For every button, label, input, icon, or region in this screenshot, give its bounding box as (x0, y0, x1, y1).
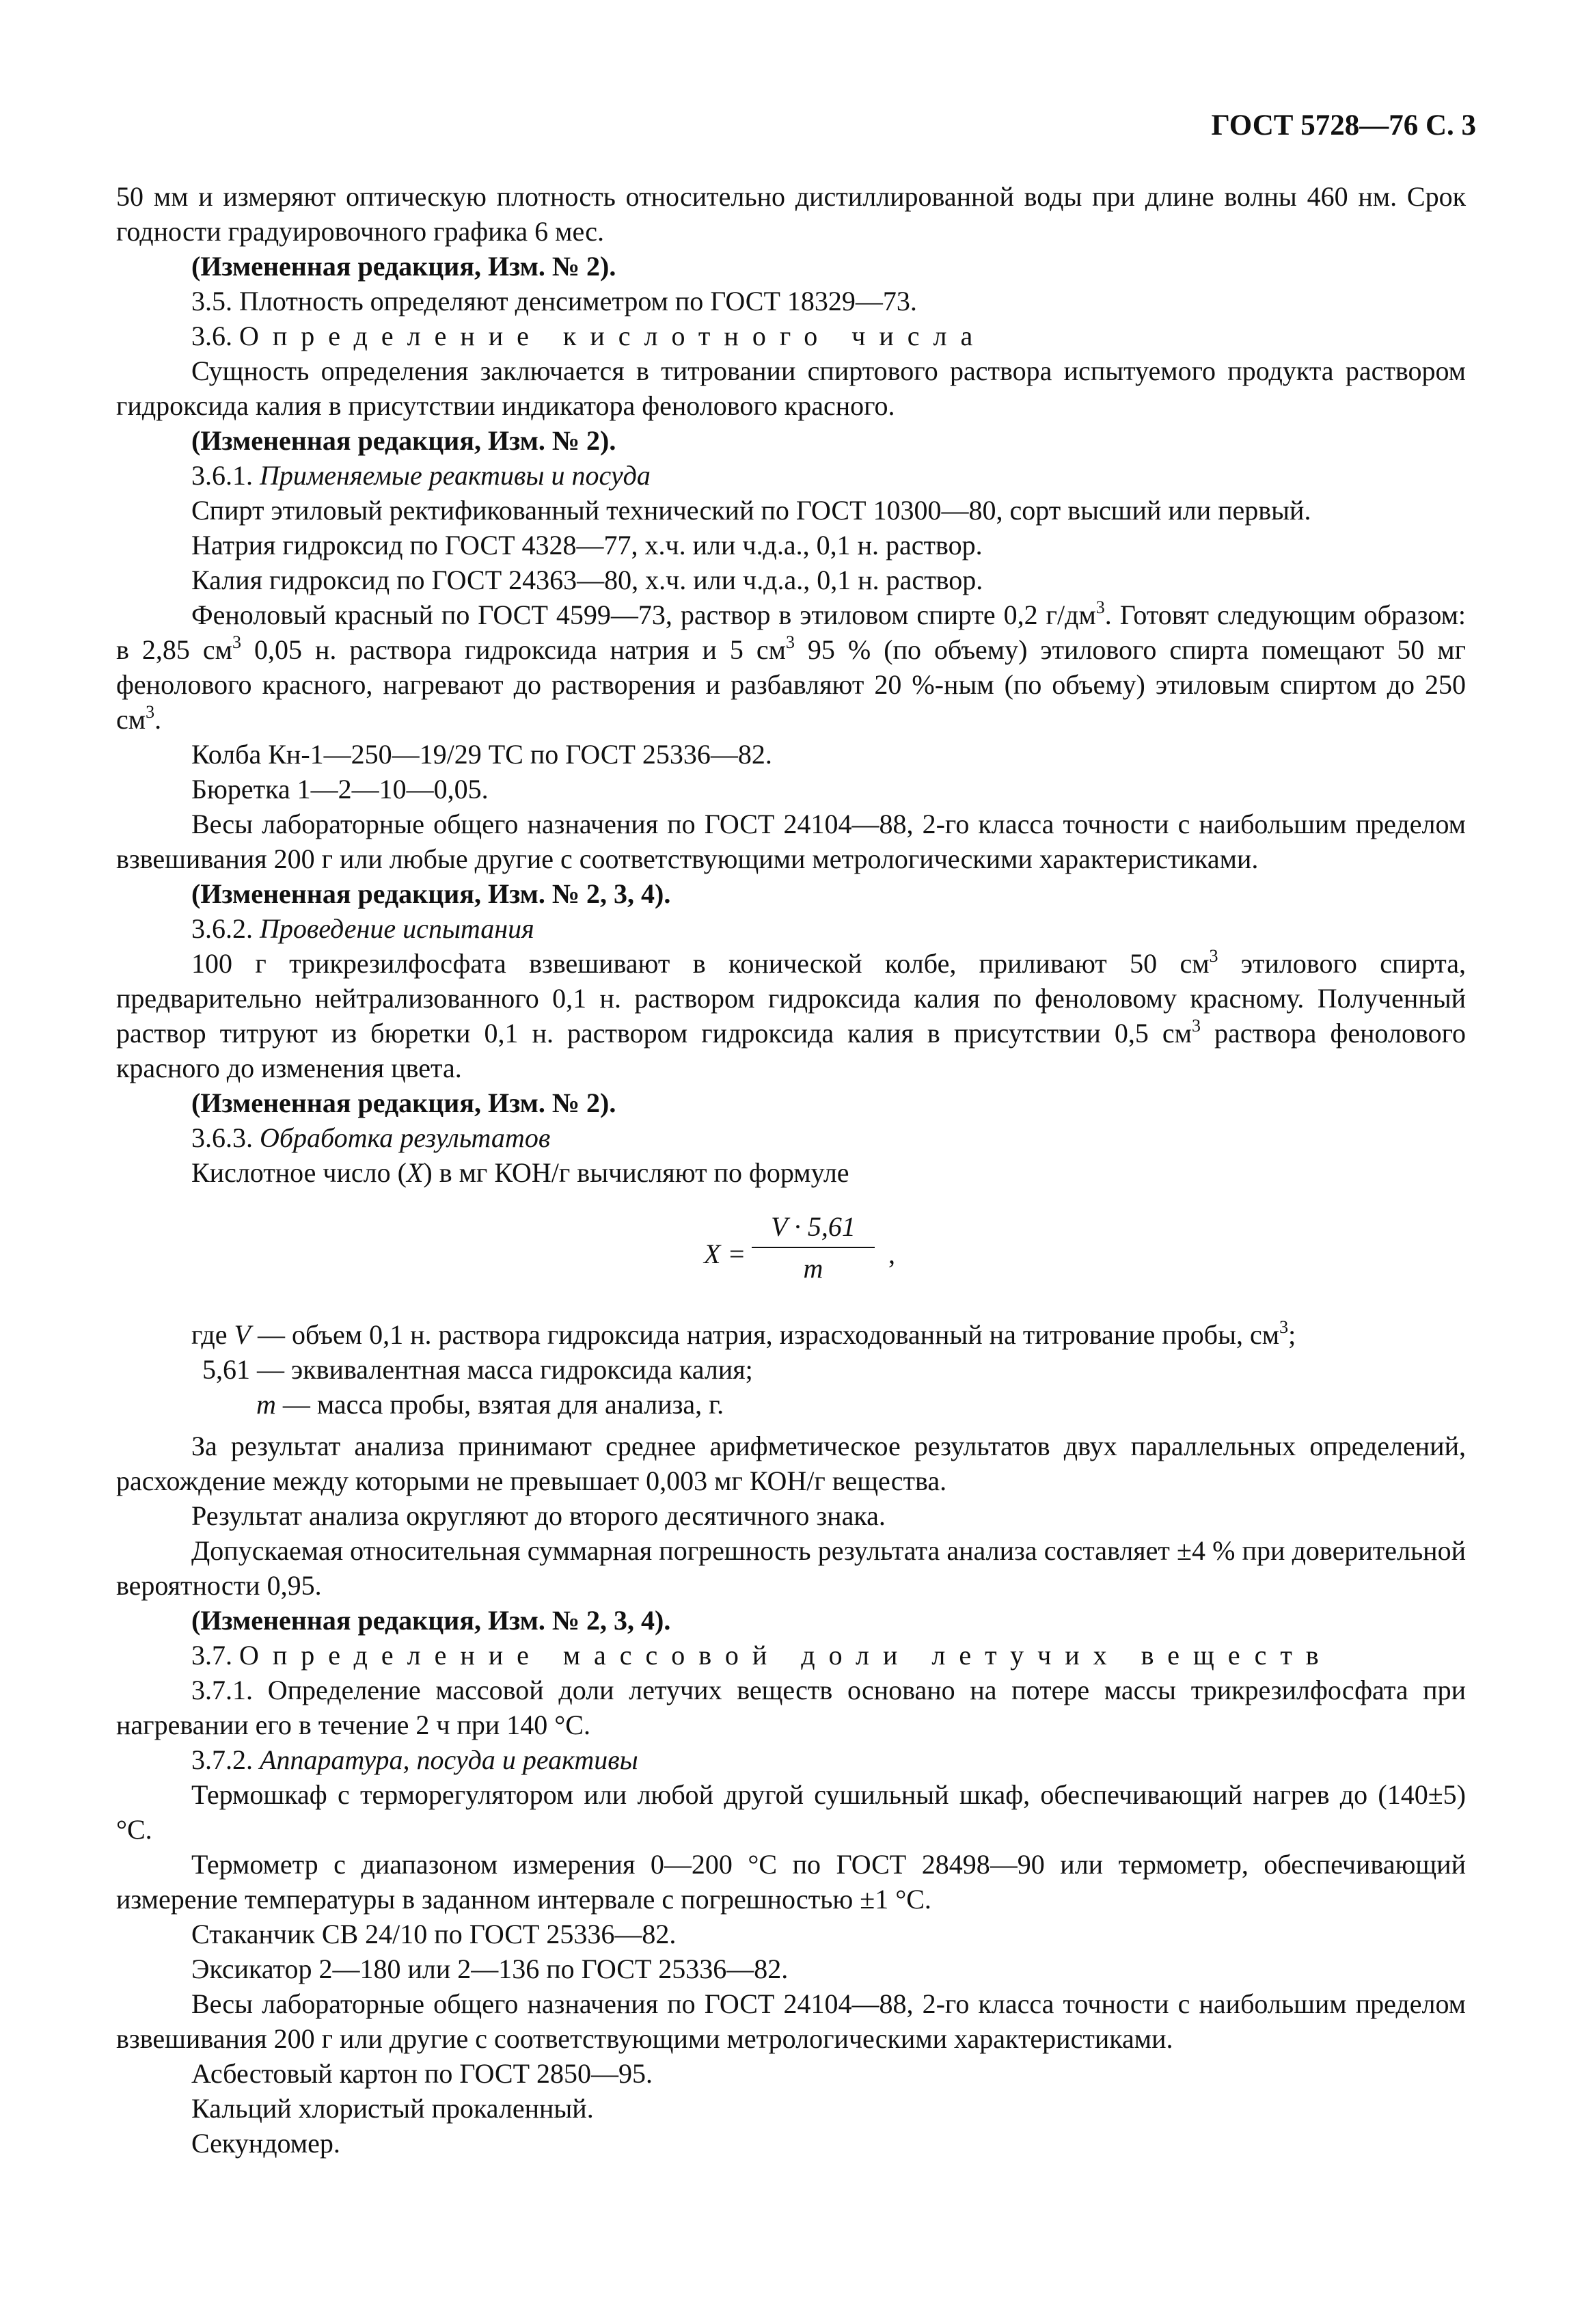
subsection-heading-testing (116, 911, 1466, 946)
variable-v: V (234, 1319, 251, 1350)
section-number: 3.6. (191, 321, 232, 351)
subsection-title: Применяемые реактивы и посуда (260, 460, 651, 491)
text-run: 100 г трикрезилфосфата взвешивают в конической колбе, приливают 50 см (191, 948, 1210, 979)
text-run: 95 % (по объему) этилового спирта помещают 50 мг фенолового красного, нагревают до растворения и разбавляют 20 %-ным (по объему) этиловым спиртом до 250 см (116, 634, 1467, 735)
text-run: ; (1288, 1319, 1296, 1350)
subsection-title: Проведение испытания (260, 913, 534, 944)
list-item-ethanol: Спирт этиловый ректификованный технический по ГОСТ 10300—80, сорт высший или первый. (191, 495, 1311, 526)
list-item-scales-2: Весы лабораторные общего назначения по ГОСТ 24104—88, 2-го класса точности с наибольшим пределом взвешивания 200 г или другие с соответствующими метрологическими характеристиками. (116, 1988, 1466, 2054)
paragraph-volatiles-method: 3.7.1. Определение массовой доли летучих веществ основано на потере массы трикрезилфосфата при нагревании его в течение 2 ч при 140 °С. (116, 1675, 1466, 1740)
section-number: 3.7. (191, 1640, 232, 1671)
legend-item-v (116, 1317, 1466, 1352)
amendment-note: (Измененная редакция, Изм. № 2). (191, 1087, 616, 1118)
legend-item-561: 5,61 — эквивалентная масса гидроксида калия; (202, 1354, 753, 1385)
formula-lhs: X = (704, 1239, 746, 1269)
text-run: где (191, 1319, 234, 1350)
formula-fraction (752, 1209, 875, 1286)
subsection-number: 3.6.2. (191, 913, 253, 944)
paragraph-rounding: Результат анализа округляют до второго десятичного знака. (191, 1500, 886, 1531)
formula-denominator: m (803, 1253, 823, 1284)
superscript: 3 (232, 632, 241, 652)
text-run: . (154, 704, 162, 735)
paragraph-test-procedure (116, 946, 1466, 1085)
list-item-phenol-red (116, 597, 1466, 737)
superscript: 3 (1279, 1316, 1289, 1337)
document-body (116, 179, 1466, 2161)
list-item-flask: Колба Кн-1—250—19/29 ТС по ГОСТ 25336—82. (191, 739, 772, 770)
superscript: 3 (785, 632, 795, 652)
subsection-title: Обработка результатов (260, 1122, 551, 1153)
list-item-calcium-chloride: Кальций хлористый прокаленный. (191, 2093, 594, 2124)
list-item-potassium-hydroxide: Калия гидроксид по ГОСТ 24363—80, х.ч. или ч.д.а., 0,1 н. раствор. (191, 565, 983, 595)
list-item-scales: Весы лабораторные общего назначения по ГОСТ 24104—88, 2-го класса точности с наибольшим пределом взвешивания 200 г или любые другие с соответствующими метрологическими характеристиками. (116, 809, 1466, 874)
paragraph-density: 3.5. Плотность определяют денсиметром по ГОСТ 18329—73. (191, 286, 917, 316)
formula-numerator: V · 5,61 (752, 1209, 875, 1248)
superscript: 3 (1095, 597, 1105, 617)
section-title: Определение массовой доли летучих веществ (239, 1640, 1333, 1671)
amendment-note: (Измененная редакция, Изм. № 2, 3, 4). (191, 1605, 671, 1636)
subsection-number: 3.6.3. (191, 1122, 253, 1153)
subsection-heading-reagents (116, 458, 1466, 493)
variable-m: m (256, 1389, 276, 1420)
legend-item-m (116, 1387, 1466, 1422)
subsection-heading-apparatus (116, 1742, 1466, 1777)
subsection-number: 3.6.1. (191, 460, 253, 491)
paragraph-formula-intro (116, 1155, 1466, 1190)
amendment-note: (Измененная редакция, Изм. № 2, 3, 4). (191, 878, 671, 909)
subsection-title: Аппаратура, посуда и реактивы (260, 1744, 638, 1775)
variable-x: X (406, 1157, 424, 1188)
paragraph-graduation-continuation: 50 мм и измеряют оптическую плотность относительно дистиллированной воды при длине волны 460 нм. Срок годности градуировочного графика 6 мес. (116, 181, 1466, 247)
section-title: Определение кислотного числа (239, 321, 987, 351)
text-run: — объем 0,1 н. раствора гидроксида натрия, израсходованный на титрование пробы, см (250, 1319, 1280, 1350)
list-item-stopwatch: Секундомер. (191, 2128, 340, 2159)
text-run: ) в мг КОН/г вычисляют по формуле (423, 1157, 849, 1188)
acid-number-formula (116, 1190, 1466, 1317)
subsection-heading-processing (116, 1120, 1466, 1155)
list-item-beaker: Стаканчик СВ 24/10 по ГОСТ 25336—82. (191, 1919, 677, 1949)
list-item-burette: Бюретка 1—2—10—0,05. (191, 774, 489, 805)
list-item-oven: Термошкаф с терморегулятором или любой другой сушильный шкаф, обеспечивающий нагрев до (140±5) °С. (116, 1779, 1466, 1845)
superscript: 3 (1191, 1015, 1201, 1036)
text-run: раствора фенолового красного до изменения цвета. (116, 1018, 1466, 1083)
list-item-sodium-hydroxide: Натрия гидроксид по ГОСТ 4328—77, х.ч. или ч.д.а., 0,1 н. раствор. (191, 530, 983, 560)
text-run: 0,05 н. раствора гидроксида натрия и 5 см (241, 634, 786, 665)
superscript: 3 (1209, 945, 1218, 966)
paragraph-result-definition: За результат анализа принимают среднее арифметическое результатов двух параллельных определений, расхождение между которыми не превышает 0,003 мг КОН/г вещества. (116, 1431, 1466, 1496)
section-heading-acid-number (116, 319, 1466, 353)
formula-tail: , (888, 1239, 895, 1269)
paragraph-method-essence: Сущность определения заключается в титровании спиртового раствора испытуемого продукта раствором гидроксида калия в присутствии индикатора фенолового красного. (116, 355, 1466, 421)
amendment-note: (Измененная редакция, Изм. № 2). (191, 251, 616, 282)
text-run: . Готовят следующим образом: в 2,85 см (116, 599, 1466, 665)
text-run: — масса пробы, взятая для анализа, г. (275, 1389, 724, 1420)
list-item-desiccator: Эксикатор 2—180 или 2—136 по ГОСТ 25336—82. (191, 1954, 789, 1984)
running-header: ГОСТ 5728—76 С. 3 (1211, 109, 1476, 141)
text-run: Кислотное число ( (191, 1157, 407, 1188)
subsection-number: 3.7.2. (191, 1744, 253, 1775)
text-run: Феноловый красный по ГОСТ 4599—73, раствор в этиловом спирте 0,2 г/дм (191, 599, 1096, 630)
list-item-thermometer: Термометр с диапазоном измерения 0—200 °С по ГОСТ 28498—90 или термометр, обеспечивающий измерение температуры в заданном интервале с погрешностью ±1 °С. (116, 1849, 1466, 1915)
list-item-asbestos: Асбестовый картон по ГОСТ 2850—95. (191, 2058, 653, 2089)
text-run: этилового спирта, предварительно нейтрализованного 0,1 н. раствором гидроксида калия по феноловому красному. Полученный раствор титруют из бюретки 0,1 н. раствором гидроксида калия в присутствии 0,5 см (116, 948, 1466, 1049)
spacer (116, 1422, 1466, 1429)
amendment-note: (Измененная редакция, Изм. № 2). (191, 425, 616, 456)
paragraph-error: Допускаемая относительная суммарная погрешность результата анализа составляет ±4 % при доверительной вероятности 0,95. (116, 1535, 1466, 1601)
section-heading-volatiles (116, 1638, 1466, 1673)
superscript: 3 (146, 701, 155, 722)
